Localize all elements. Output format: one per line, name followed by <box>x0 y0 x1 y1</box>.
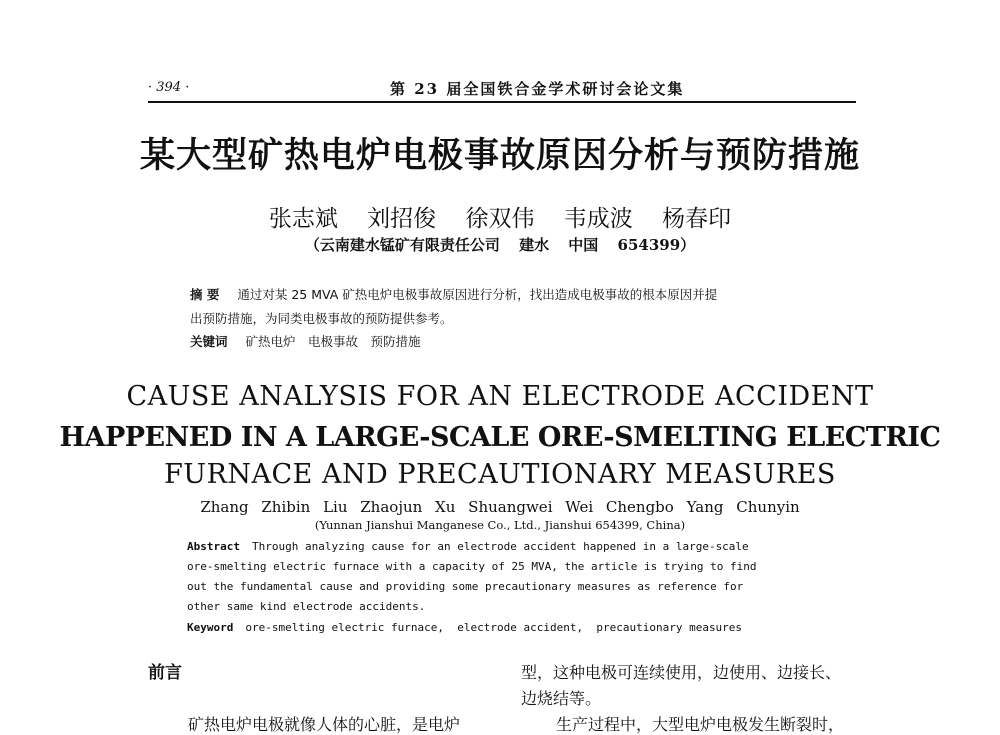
keywords-cn-label: 关键词 <box>190 334 228 349</box>
abstract-en-line: other same kind electrode accidents. <box>187 600 426 613</box>
abstract-cn-line <box>190 285 717 303</box>
keywords-en <box>187 621 817 634</box>
body-text-line: 矿热电炉电极就像人体的心脏，是电炉 <box>188 715 461 734</box>
paper-title-en-line: HAPPENED IN A LARGE-SCALE ORE-SMELTING ELECTRIC <box>59 422 941 453</box>
paper-title-en-line: FURNACE AND PRECAUTIONARY MEASURES <box>164 459 836 490</box>
journal-title: 第 23 届全国铁合金学术研讨会论文集 <box>390 80 685 98</box>
abstract-en-line: ore-smelting electric furnace with a capacity of 25 MVA, the article is trying to find <box>187 560 757 573</box>
keywords-en-label: Keyword <box>187 621 234 634</box>
keywords-en-text: ore-smelting electric furnace, electrode accident, precautionary measures <box>245 621 743 634</box>
abstract-en-label: Abstract <box>187 540 240 553</box>
authors-en: Zhang Zhibin Liu Zhaojun Xu Shuangwei Wei Chengbo Yang Chunyin <box>200 498 800 516</box>
abstract-cn-label: 摘 要 <box>190 287 220 302</box>
body-text-line: 型，这种电极可连续使用，边使用、边接长、 <box>521 663 842 682</box>
section-heading-intro: 前言 <box>148 663 182 683</box>
header-rule <box>148 101 856 103</box>
affiliation-en: (Yunnan Jianshui Manganese Co., Ltd., Jianshui 654399, China) <box>314 518 686 532</box>
paper-title-en-line: CAUSE ANALYSIS FOR AN ELECTRODE ACCIDENT <box>126 381 874 412</box>
affiliation-cn: （云南建水锰矿有限责任公司 建水 中国 654399） <box>304 236 696 254</box>
abstract-cn-text: 通过对某 25 MVA 矿热电炉电极事故原因进行分析，找出造成电极事故的根本原因并提 <box>237 287 718 302</box>
paper-title-cn: 某大型矿热电炉电极事故原因分析与预防措施 <box>139 136 860 176</box>
page-number: · 394 · <box>148 80 190 95</box>
abstract-cn-line: 出预防措施，为同类电极事故的预防提供参考。 <box>190 311 453 326</box>
body-text-line: 边烧结等。 <box>521 689 602 708</box>
body-text-line: 生产过程中，大型电炉电极发生断裂时， <box>556 715 845 734</box>
keywords-cn <box>190 332 421 350</box>
abstract-en-text: Through analyzing cause for an electrode accident happened in a large-scale <box>251 540 749 553</box>
keywords-cn-text: 矿热电炉 电极事故 预防措施 <box>245 334 421 349</box>
authors-cn: 张志斌 刘招俊 徐双伟 韦成波 杨春印 <box>268 206 732 232</box>
abstract-en-line: out the fundamental cause and providing some precautionary measures as reference for <box>187 580 744 593</box>
abstract-en-line <box>187 540 817 553</box>
